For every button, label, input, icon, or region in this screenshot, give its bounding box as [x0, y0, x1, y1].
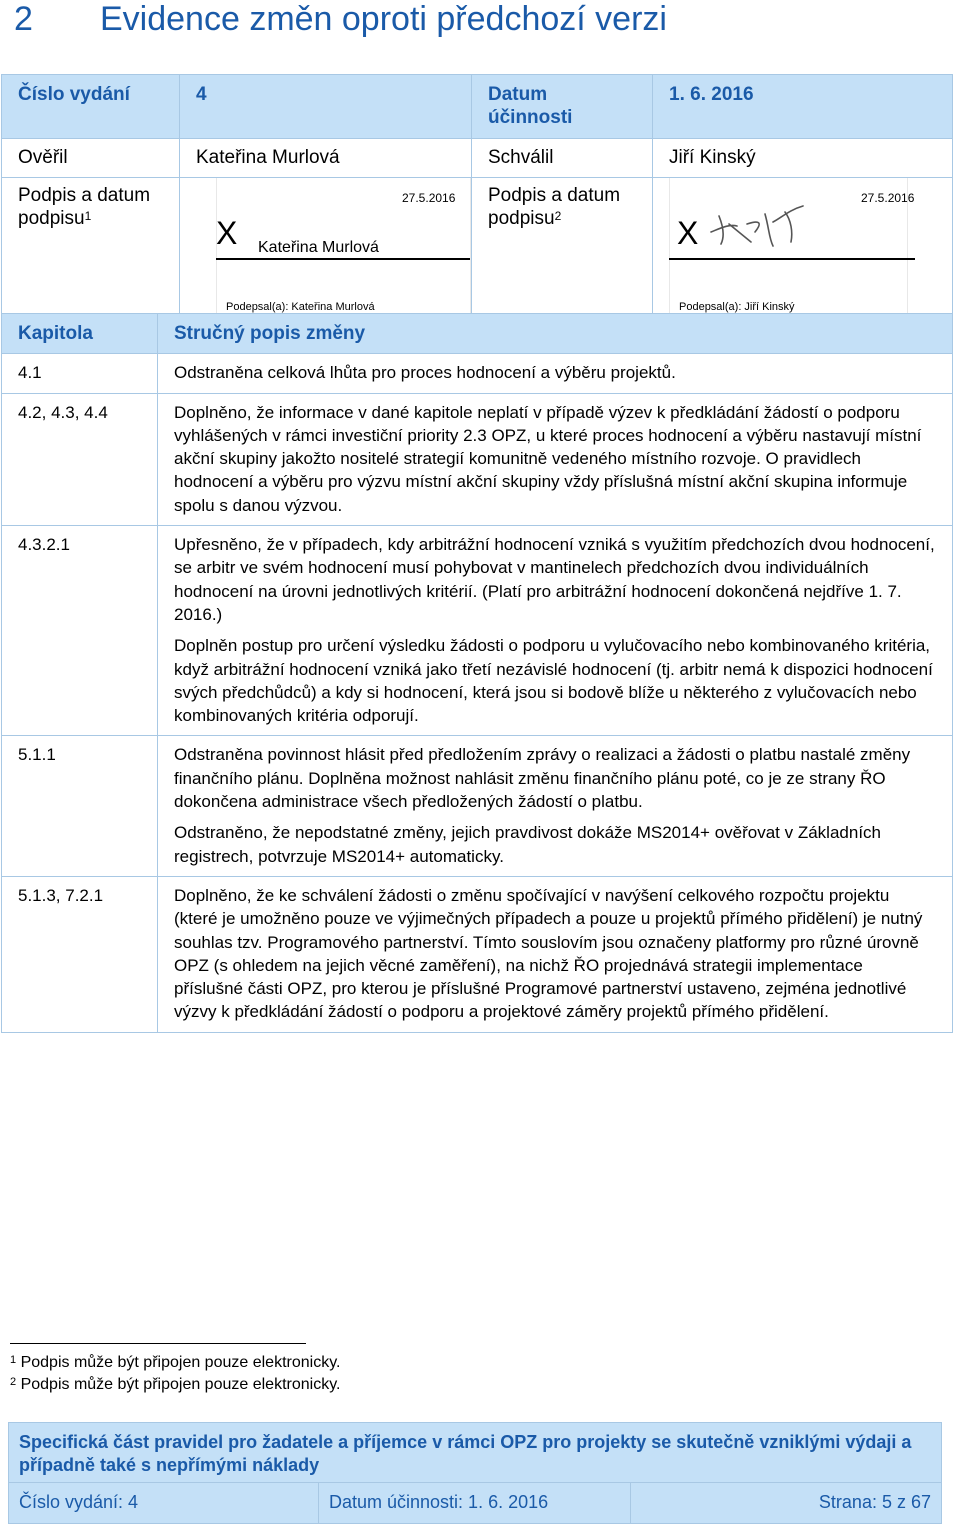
- signature-1-name: Kateřina Murlová: [258, 239, 379, 256]
- handwritten-signature: [707, 202, 807, 252]
- footer-effective-date: Datum účinnosti: 1. 6. 2016: [319, 1483, 631, 1523]
- signature-1-signed-by: Podepsal(a): Kateřina Murlová: [226, 301, 375, 313]
- description-cell: Doplněno, že informace v dané kapitole neplatí v případě výzev k předkládání žádostí o podporu vyhlášených v rámci investiční priority 2.3 OPZ, u které proces hodnocení a výběru nastavují místní akční skupiny jakožto nositelé strategií komunitně vedeného místního rozvoje. O pravidlech hodnocení a výběru pro výzvu místní akční skupiny vždy příslušná místní akční skupina informuje spolu s danou výzvou.: [158, 393, 953, 525]
- effective-value: 1. 6. 2016: [653, 75, 953, 139]
- signature-2-line: [669, 258, 915, 260]
- signature-1-field[interactable]: [180, 178, 472, 316]
- approved-label: Schválil: [472, 139, 653, 178]
- footer-title: Specifická část pravidel pro žadatele a příjemce v rámci OPZ pro projekty se skutečně vzniklými výdaji a případně také s nepřímými náklady: [9, 1423, 941, 1483]
- table-row: [2, 736, 953, 876]
- verified-label: Ověřil: [2, 139, 180, 178]
- table-row: [2, 354, 953, 393]
- document-metadata-table: [1, 74, 953, 316]
- table-row: [2, 876, 953, 1032]
- signature-1-label: Podpis a datum podpisu$^1$: [2, 178, 180, 316]
- verified-value: Kateřina Murlová: [180, 139, 472, 178]
- signature-2-label: Podpis a datum podpisu$^2$: [472, 178, 653, 316]
- chapter-cell: 5.1.3, 7.2.1: [2, 876, 158, 1032]
- chapter-cell: 4.1: [2, 354, 158, 393]
- effective-label: Datum účinnosti: [472, 75, 653, 139]
- footnote-separator: [10, 1343, 306, 1344]
- description-cell: Odstraněna celková lhůta pro proces hodnocení a výběru projektů.: [158, 354, 953, 393]
- section-title: Evidence změn oproti předchozí verzi: [100, 0, 667, 38]
- chapter-cell: 4.2, 4.3, 4.4: [2, 393, 158, 525]
- signature-1-date: 27.5.2016: [402, 191, 456, 205]
- column-header-description: Stručný popis změny: [158, 314, 953, 354]
- footer-issue: Číslo vydání: 4: [9, 1483, 319, 1523]
- change-log-table: [1, 313, 953, 1033]
- description-cell: Doplněno, že ke schválení žádosti o změnu spočívající v navýšení celkového rozpočtu projektu (které je umožněno pouze ve výjimečných případech a pouze u projektů přímého přidělení) je nutný souhlas tzv. Programového partnerství. Tímto souslovím jsou označeny platformy pro různé úrovně OPZ (s ohledem na jejich věcné zaměření), na nichž ŘO projednává strategii implementace příslušné části OPZ, pro kterou je příslušné Programové partnerství ustaveno, zejména jednotlivé výzvy k předkládání žádostí o podporu a projektové záměry projektů přímého přidělení.: [158, 876, 953, 1032]
- description-cell: Odstraněna povinnost hlásit před předložením zprávy o realizaci a žádosti o platbu nastalé změny finančního plánu. Doplněna možnost nahlásit změnu finančního plánu poté, co je ze strany ŘO dokončena administrace všech předložených žádostí o platbu. Odstraněno, že nepodstatné změny, jejich pravdivost dokáže MS2014+ ověřovat v Základních registrech, potvrzuje MS2014+ automaticky.: [158, 736, 953, 876]
- table-row: [2, 526, 953, 736]
- footnote-1: $^1$ Podpis může být připojen pouze elektronicky.: [10, 1354, 341, 1371]
- signature-2-date: 27.5.2016: [861, 191, 915, 205]
- approved-value: Jiří Kinský: [653, 139, 953, 178]
- column-header-chapter: Kapitola: [2, 314, 158, 354]
- chapter-cell: 4.3.2.1: [2, 526, 158, 736]
- section-heading: [14, 0, 667, 40]
- signature-1-x: X: [216, 215, 238, 251]
- chapter-cell: 5.1.1: [2, 736, 158, 876]
- signature-2-x: X: [677, 215, 699, 251]
- description-cell: Upřesněno, že v případech, kdy arbitrážní hodnocení vzniká s využitím předchozích dvou hodnocení, se arbitr ve svém hodnocení musí pohybovat v mantinelech předchozích dvou individuálních hodnocení na úrovni jednotlivých kritérií. (Platí pro arbitrážní hodnocení dokončená nejdříve 1. 7. 2016.) Doplněn postup pro určení výsledku žádosti o podporu u vylučovacího nebo kombinovaného kritéria, když arbitrážní hodnocení vzniká jako třetí nezávislé hodnocení (tj. arbitr nemá k dispozici hodnocení svých předchůdců) a kdy si hodnocení, která jsou si bodově blíže u některého z vylučovacích nebo kombinovaných kritéria odporují.: [158, 526, 953, 736]
- footer-page-number: Strana: 5 z 67: [818, 1492, 931, 1512]
- page-footer: [8, 1422, 942, 1524]
- table-row: [2, 393, 953, 525]
- signature-1-line: [216, 258, 470, 260]
- footnote-2: $^2$ Podpis může být připojen pouze elektronicky.: [10, 1376, 341, 1393]
- footnotes: [10, 1352, 340, 1396]
- signature-2-field[interactable]: [653, 178, 953, 316]
- footnote-ref-1[interactable]: 1: [84, 209, 92, 223]
- issue-label: Číslo vydání: [2, 75, 180, 139]
- section-number: 2: [14, 0, 33, 38]
- footnote-ref-2[interactable]: 2: [554, 209, 562, 223]
- signature-2-signed-by: Podepsal(a): Jiří Kinský: [679, 301, 795, 313]
- issue-value: 4: [180, 75, 472, 139]
